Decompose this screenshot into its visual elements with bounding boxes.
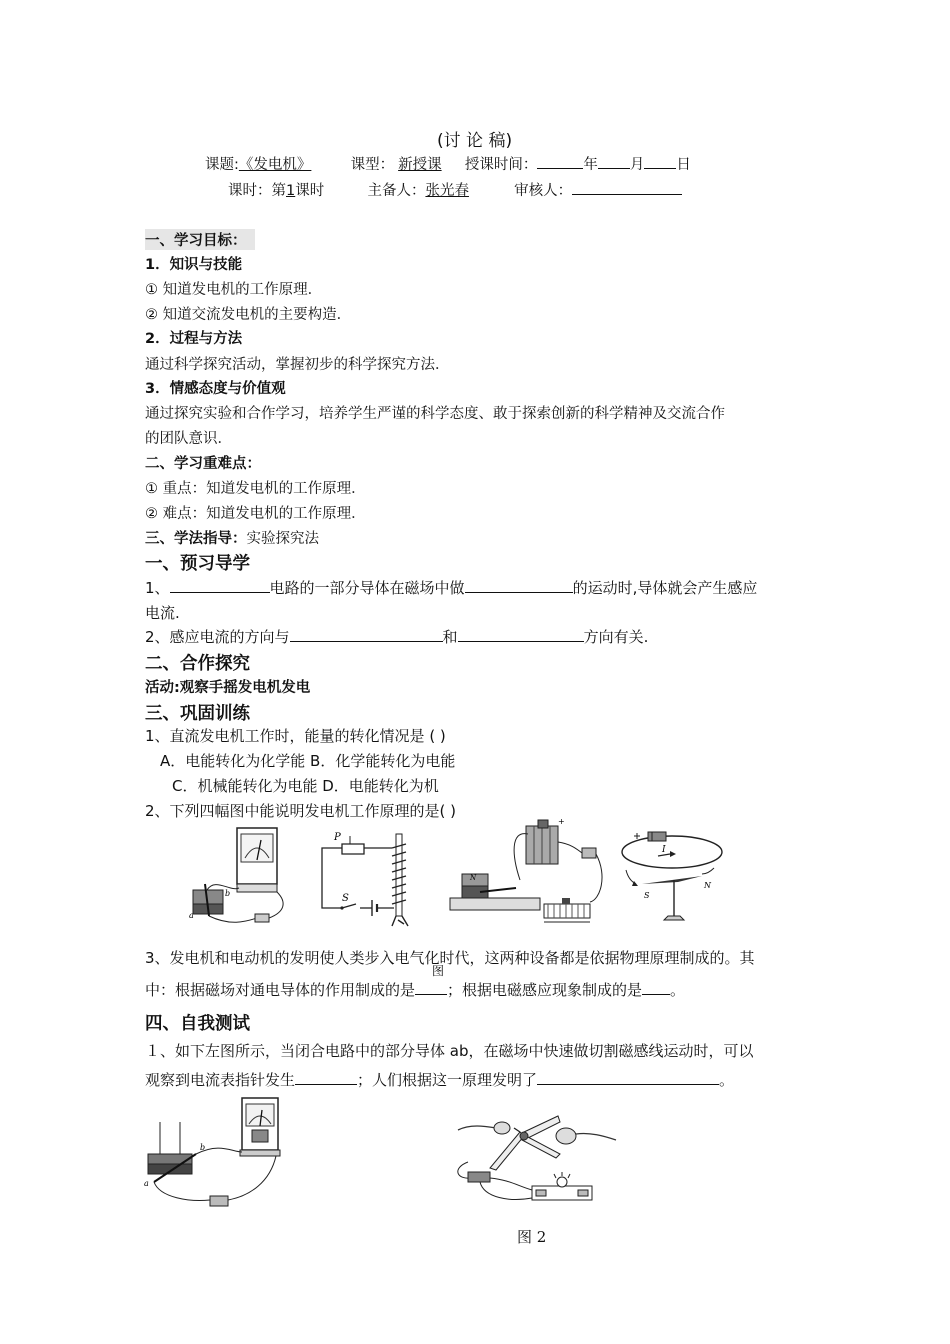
figure-2-caption: 图 2: [517, 1228, 547, 1246]
method-heading: 三、学法指导：: [145, 531, 247, 547]
practice-q3-end: 。: [670, 981, 686, 999]
practice-q2: 2、下列四幅图中能说明发电机工作原理的是( ): [145, 802, 457, 820]
keypoint-2: ② 难点：知道发电机的工作原理．: [145, 506, 366, 522]
practice-q3-text-2: ；根据电磁感应现象制成的是: [447, 981, 643, 999]
selftest-q1-text-1: 观察到电流表指针发生: [145, 1071, 296, 1089]
emotion-title: 3．情感态度与价值观: [145, 381, 286, 397]
practice-q1: 1、直流发电机工作时，能量的转化情况是 ( ): [145, 727, 446, 745]
header-line-2: [228, 179, 682, 200]
knowledge-item-1: ① 知道发电机的工作原理．: [145, 282, 323, 298]
figure-electromagnet-circuit: [312, 828, 424, 932]
period-suffix: 课时: [295, 183, 325, 199]
label-s: S: [342, 893, 349, 904]
explore-activity: 活动:观察手摇发电机发电: [145, 680, 311, 696]
emotion-item-line-1: 通过探究实验和合作学习，培养学生严谨的科学态度、敢于探索创新的科学精神及交流合作: [145, 406, 725, 422]
label-p: P: [334, 832, 341, 843]
year-blank[interactable]: [537, 154, 583, 169]
preview-q2-text-3: 方向有关.: [583, 628, 649, 646]
reviewer-label: 审核人：: [514, 183, 573, 199]
selftest-q1-text-2: ；人们根据这一原理发明了: [357, 1071, 538, 1089]
practice-q1-options-cd: C．机械能转化为电能 D．电能转化为机: [172, 777, 439, 795]
label-n-magnet: N: [470, 874, 477, 882]
selftest-label-b: b: [200, 1143, 206, 1152]
selftest-q1-line-2: [145, 1069, 734, 1090]
practice-q3-fig-mark: 图: [432, 964, 445, 978]
practice-q3-blank-1[interactable]: [415, 980, 447, 995]
figure-oersted-experiment: [618, 826, 728, 928]
preview-q2-blank-2[interactable]: [458, 627, 584, 642]
preview-q1: [145, 577, 757, 598]
practice-q3-line-2: [145, 979, 685, 1000]
knowledge-title: 1．知识与技能: [145, 257, 243, 273]
selftest-heading: 四、自我测试: [145, 1014, 250, 1034]
process-item-1: 通过科学探究活动，掌握初步的科学探究方法．: [145, 357, 450, 373]
preview-q1-cont: 电流.: [145, 604, 180, 622]
figure-selftest-galvanometer: [140, 1092, 290, 1212]
preview-q1-blank-2[interactable]: [465, 578, 573, 593]
time-label: 授课时间：: [464, 157, 538, 173]
selftest-q1-blank-2[interactable]: [537, 1070, 719, 1085]
figure-selftest-fan-generator: [450, 1106, 620, 1218]
selftest-q1-blank-1[interactable]: [295, 1070, 357, 1085]
type-value: 新授课: [398, 157, 442, 173]
keypoints-heading: 二、学习重难点：: [145, 456, 261, 472]
preview-q1-text-2: 的运动时,导体就会产生感应: [572, 579, 758, 597]
selftest-q1-line-1: １、如下左图所示，当闭合电路中的部分导体 ab，在磁场中快速做切割磁感线运动时，可以: [145, 1042, 754, 1060]
preview-q2-text-2: 和: [442, 628, 458, 646]
practice-q3-line-1: 3、发电机和电动机的发明使人类步入电气化时代，这两种设备都是依据物理原理制成的。其: [145, 949, 755, 967]
preparer-value: 张光春: [425, 183, 469, 199]
label-plus: +: [558, 817, 565, 826]
month-label: 月: [629, 157, 645, 173]
preparer-label: 主备人：: [367, 183, 426, 199]
practice-q1-options-ab: A．电能转化为化学能 B．化学能转化为电能: [160, 752, 456, 770]
year-label: 年: [583, 157, 598, 173]
explore-heading: 二、合作探究: [145, 654, 250, 674]
goals-heading: 一、学习目标：: [145, 229, 255, 250]
figure-battery-magnet-setup: [440, 816, 610, 936]
day-label: 日: [676, 157, 691, 173]
knowledge-item-2: ② 知道交流发电机的主要构造．: [145, 307, 352, 323]
method-value: 实验探究法: [246, 531, 319, 547]
preview-q1-blank-1[interactable]: [170, 578, 270, 593]
preview-q2: [145, 626, 648, 647]
day-blank[interactable]: [644, 154, 676, 169]
reviewer-blank[interactable]: [572, 180, 682, 195]
period-label: 课时：第: [228, 183, 286, 199]
keypoint-1: ① 重点：知道发电机的工作原理．: [145, 481, 366, 497]
label-a: a: [189, 911, 194, 920]
doc-title: (讨 论 稿): [437, 131, 513, 151]
label-s-compass: S: [644, 891, 650, 900]
type-label: 课型：: [350, 157, 395, 173]
label-b: b: [225, 889, 231, 898]
label-i: I: [662, 845, 666, 855]
preview-q1-text-1: 电路的一部分导体在磁场中做: [269, 579, 465, 597]
topic-value: 《发电机》: [238, 157, 312, 173]
preview-q2-text-1: 2、感应电流的方向与: [145, 628, 290, 646]
selftest-label-a: a: [144, 1179, 149, 1188]
period-value: 1: [286, 183, 296, 199]
selftest-q1-end: 。: [719, 1071, 735, 1089]
topic-label: 课题:: [205, 157, 239, 173]
practice-q3-text-1: 中：根据磁场对通电导体的作用制成的是: [145, 981, 416, 999]
label-n-compass: N: [704, 881, 711, 890]
method-line: [145, 527, 319, 548]
preview-q1-number: 1、: [145, 579, 170, 597]
practice-heading: 三、巩固训练: [145, 704, 250, 724]
practice-q3-blank-2[interactable]: [642, 980, 670, 995]
emotion-item-line-2: 的团队意识．: [145, 431, 232, 447]
month-blank[interactable]: [598, 154, 630, 169]
process-title: 2．过程与方法: [145, 331, 243, 347]
header-line-1: [205, 153, 691, 174]
preview-heading: 一、预习导学: [145, 554, 250, 574]
preview-q2-blank-1[interactable]: [290, 627, 443, 642]
figure-galvanometer-setup: [175, 822, 295, 932]
